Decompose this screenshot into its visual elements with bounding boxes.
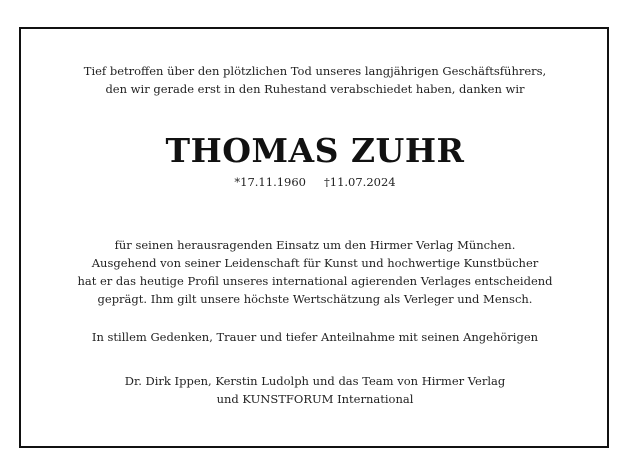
tribute-line: Ausgehend von seiner Leidenschaft für Kunst und hochwertige Kunstbücher bbox=[91, 256, 539, 270]
condolence-line: In stillem Gedenken, Trauer und tiefer Anteilnahme mit seinen Angehörigen bbox=[91, 330, 539, 344]
life-dates bbox=[0, 174, 630, 190]
signature-line: Dr. Dirk Ippen, Kerstin Ludolph und das Team von Hirmer Verlag bbox=[124, 374, 506, 388]
tribute-line: für seinen herausragenden Einsatz um den Hirmer Verlag München. bbox=[114, 238, 516, 252]
deceased-name: THOMAS ZUHR bbox=[165, 131, 465, 170]
death-date: †11.07.2024 bbox=[324, 175, 396, 189]
intro-text bbox=[0, 62, 630, 98]
intro-line: den wir gerade erst in den Ruhestand verabschiedet haben, danken wir bbox=[105, 82, 525, 96]
condolence-text bbox=[0, 328, 630, 346]
tribute-line: hat er das heutige Profil unseres international agierenden Verlages entscheidend bbox=[77, 274, 553, 288]
birth-date: *17.11.1960 bbox=[234, 175, 306, 189]
signatures bbox=[0, 372, 630, 408]
intro-line: Tief betroffen über den plötzlichen Tod unseres langjährigen Geschäftsführers, bbox=[83, 64, 547, 78]
tribute-line: geprägt. Ihm gilt unsere höchste Wertschätzung als Verleger und Mensch. bbox=[97, 292, 533, 306]
tribute-text bbox=[0, 236, 630, 308]
signature-line: und KUNSTFORUM International bbox=[216, 392, 414, 406]
